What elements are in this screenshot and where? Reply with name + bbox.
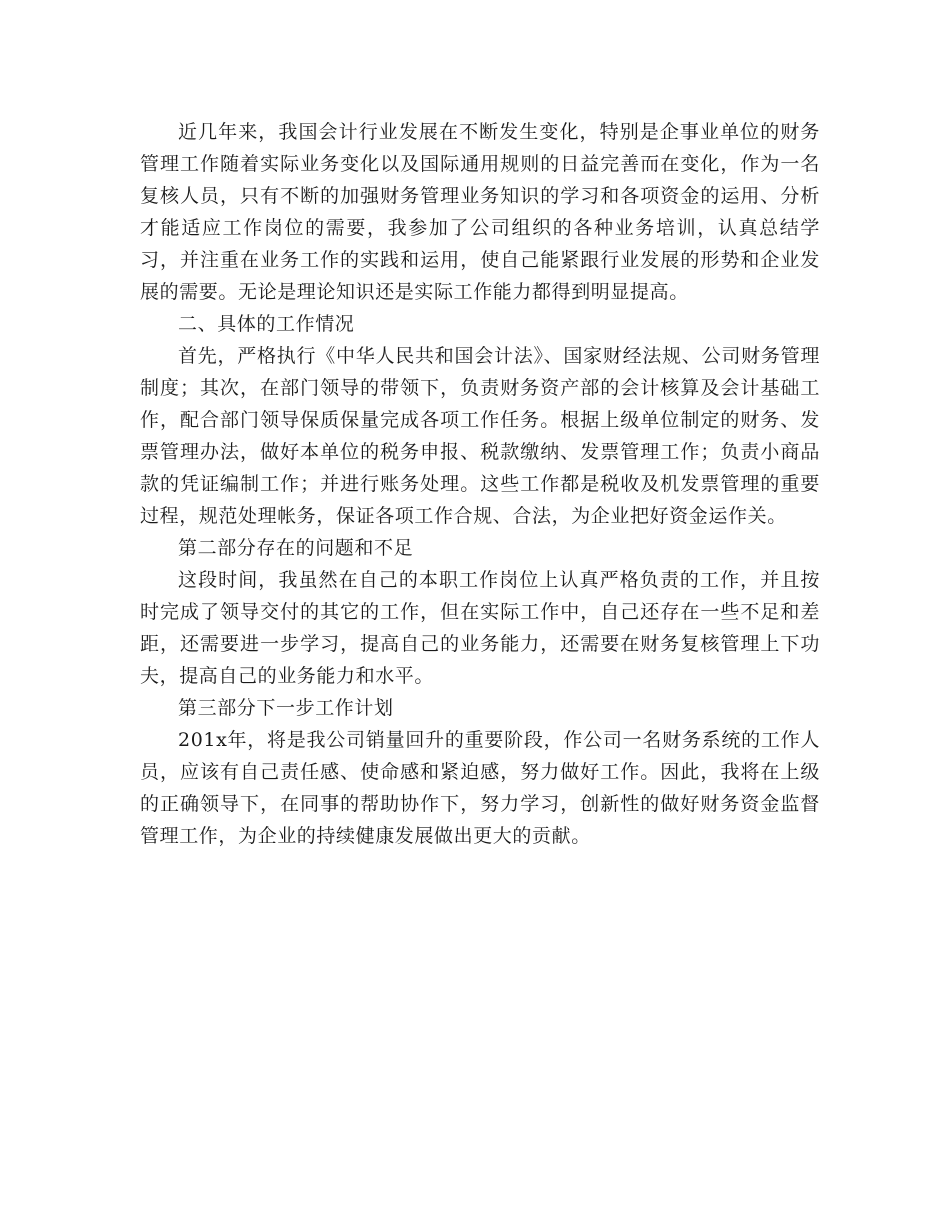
paragraph-work-details: 首先，严格执行《中华人民共和国会计法》、国家财经法规、公司财务管理制度；其次，在部门领导的带领下，负责财务资产部的会计核算及会计基础工作，配合部门领导保质保量完成各项工作任务。根据上级单位制定的财务、发票管理办法，做好本单位的税务申报、税款缴纳、发票管理工作；负责小商品款的凭证编制工作；并进行账务处理。这些工作都是税收及机发票管理的重要过程，规范处理帐务，保证各项工作合规、合法，为企业把好资金运作关。	[140, 345, 820, 527]
document-body	[140, 116, 820, 852]
paragraph-problems: 这段时间，我虽然在自己的本职工作岗位上认真严格负责的工作，并且按时完成了领导交付的其它的工作，但在实际工作中，自己还存在一些不足和差距，还需要进一步学习，提高自己的业务能力，还需要在财务复核管理上下功夫，提高自己的业务能力和水平。	[140, 569, 820, 687]
heading-problems: 第二部分存在的问题和不足	[178, 537, 414, 559]
heading-work-details: 二、具体的工作情况	[178, 313, 355, 335]
heading-next-plan: 第三部分下一步工作计划	[178, 697, 394, 719]
paragraph-next-plan: 201x年，将是我公司销量回升的重要阶段，作公司一名财务系统的工作人员，应该有自己责任感、使命感和紧迫感，努力做好工作。因此，我将在上级的正确领导下，在同事的帮助协作下，努力学习，创新性的做好财务资金监督管理工作，为企业的持续健康发展做出更大的贡献。	[140, 729, 820, 847]
paragraph-intro: 近几年来，我国会计行业发展在不断发生变化，特别是企事业单位的财务管理工作随着实际业务变化以及国际通用规则的日益完善而在变化，作为一名复核人员，只有不断的加强财务管理业务知识的学习和各项资金的运用、分析才能适应工作岗位的需要，我参加了公司组织的各种业务培训，认真总结学习，并注重在业务工作的实践和运用，使自己能紧跟行业发展的形势和企业发展的需要。无论是理论知识还是实际工作能力都得到明显提高。	[140, 121, 820, 303]
